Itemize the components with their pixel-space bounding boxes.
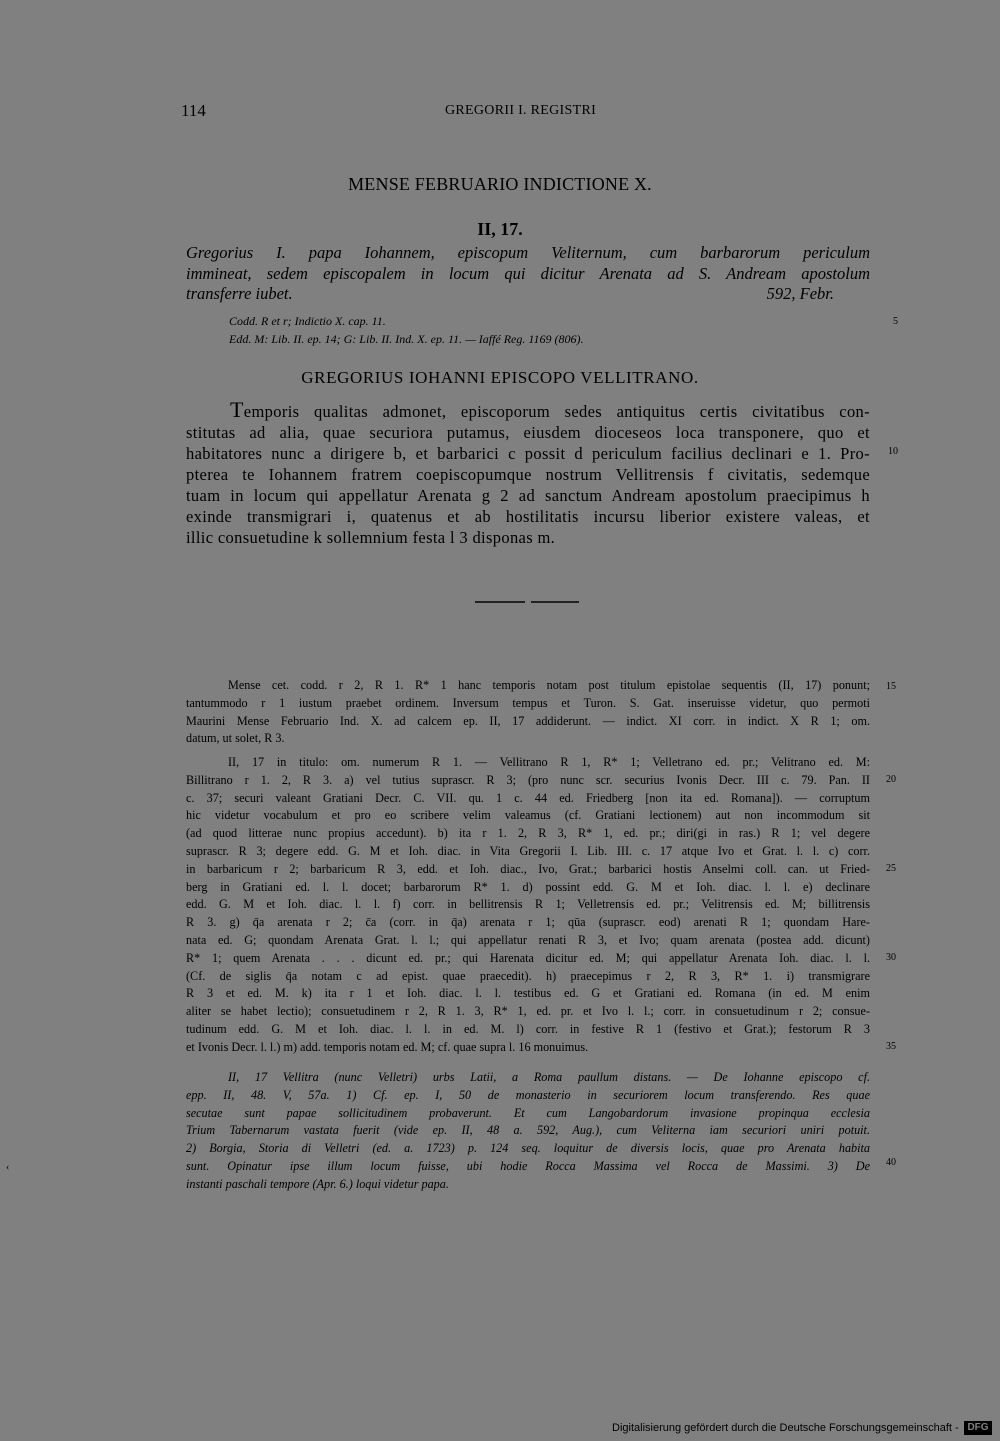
note-line: II, 17 in titulo: om. numerum R 1. — Vellitrano R 1, R* 1; Velletrano ed. pr.; Velitrano ed. M: — [228, 755, 870, 769]
note-line: Billitrano r 1. 2, R 3. a) vel tutius suprascr. R 3; (pro nunc scr. securius Ivonis Decr. III c. 79. Pan. II — [186, 772, 870, 787]
note-line: berg in Gratiani ed. l. l. docet; barbarorum R* 1. d) possint edd. G. M et Ioh. diac. l. l. e) declinare — [186, 879, 870, 894]
summary-last-line — [186, 284, 870, 305]
note-line: instanti paschali tempore (Apr. 6.) loqui videtur papa. — [186, 1176, 449, 1191]
dating-notes — [186, 677, 870, 748]
letter-line: pterea te Iohannem fratrem coepiscopumque nostrum Vellitrensis f civitatis, sedemque — [186, 465, 870, 484]
historical-notes — [186, 1069, 870, 1194]
codices-line: Codd. R et r; Indictio X. cap. 11. — [229, 314, 386, 328]
note-line: Trium Tabernarum vastata fuerit (vide ep. II, 48 a. 592, Aug.), cum Veliterna iam securiori uniri potuit. — [186, 1123, 870, 1138]
page-number: 114 — [181, 101, 206, 120]
note-line: nata ed. G; quondam Arenata Grat. l. l.; qui appellatur renati R 3, et Ivo; quam arenata (postea add. dicunt) — [186, 932, 870, 947]
line-number: 35 — [886, 1041, 896, 1052]
note-line: aliter se habet lectio); consuetudinem r 2, R 1. 3, R* 1, ed. pr. et Ivo l. l.; corr. in consuetudinum r 2; consue- — [186, 1004, 870, 1019]
note-line: R 3. g) q̄a arenata r 2; c̄a (corr. in q̄a) arenata r 1; qūa (suprascr. eod) arenati R 1; quondam Hare- — [186, 915, 870, 930]
letter-line: exinde transmigrari i, quatenus et ab hostilitatis incursu liberior existere valeas, et — [186, 507, 870, 526]
letter-last-line: illic consuetudine k sollemnium festa l 3 disponas m. — [186, 528, 556, 547]
letter-number: II, 17. — [477, 219, 523, 239]
line-number: 20 — [886, 774, 896, 785]
month-heading: MENSE FEBRUARIO INDICTIONE X. — [348, 174, 652, 194]
note-line: tudinum edd. G. M et Ioh. diac. l. l. in ed. M. l) corr. in festive R 1 (festivo et Grat.); festorum R 3 — [186, 1021, 870, 1036]
line-number: 40 — [886, 1157, 896, 1168]
footer-credit: Digitalisierung gefördert durch die Deutsche Forschungsgemeinschaft - — [612, 1422, 959, 1434]
note-line: c. 37; securi valeant Gratiani Decr. C. VII. qu. 1 c. 44 ed. Friedberg [non ita ed. Romana]). — corruptum — [186, 790, 870, 805]
line-number: 10 — [888, 446, 898, 457]
note-line: suprascr. R 3; degere edd. G. M et Ioh. diac. in Vita Gregorii I. Lib. III. c. 17 atque Ivo et Grat. l. l. c) corr. — [186, 843, 870, 858]
critical-apparatus — [186, 754, 870, 1057]
letter-line: habitatores nunc a dirigere b, et barbarici c possit d periculum facilius declinari e 1. Pro- — [186, 444, 870, 463]
editions-line: Edd. M: Lib. II. ep. 14; G: Lib. II. Ind. X. ep. 11. — Iaffé Reg. 1169 (806). — [229, 332, 584, 346]
drop-cap: T — [230, 399, 244, 422]
line-number: 5 — [893, 316, 898, 327]
summary-text: transferre iubet. — [186, 284, 293, 303]
note-line: Maurini Mense Februario Ind. X. ad calcem ep. II, 17 addiderunt. — indict. XI corr. in indict. X R 1; om. — [186, 713, 870, 728]
note-line: epp. II, 48. V, 57a. 1) Cf. ep. I, 50 de monasterio in securiorem locum transferendo. Res quae — [186, 1087, 870, 1102]
note-line: II, 17 Vellitra (nunc Velletri) urbs Latii, a Roma paullum distans. — De Iohanne episcopo cf. — [228, 1070, 870, 1084]
note-line: sunt. Opinatur ipse illum locum fuisse, ubi hodie Rocca Massima vel Rocca de Massimi. 3) De — [186, 1158, 870, 1173]
note-line: tantummodo r 1 iustum praebet ordinem. Inversum tempus et Turon. S. Gat. inseruisse videtur, quo permoti — [186, 695, 870, 710]
line-number: 15 — [886, 681, 896, 692]
running-head: GREGORII I. REGISTRI — [445, 103, 597, 118]
letter-line-text: emporis qualitas admonet, episcoporum sedes antiquitus certis civitatibus con- — [243, 402, 870, 421]
note-line: 2) Borgia, Storia di Velletri (ed. a. 1723) p. 124 seq. loquitur de diversis locis, quae pro Arenata habita — [186, 1141, 870, 1156]
note-line: datum, ut solet, R 3. — [186, 731, 285, 746]
dfg-logo: DFG — [964, 1421, 992, 1435]
note-line: (Cf. de siglis q̄a notam c ad epist. quae praecedit). h) praecepimus r 2, R 3, R* 1. i) transmigrare — [186, 968, 870, 983]
note-line: R 3 et ed. M. k) ita r 1 et Ioh. diac. l. l. testibus ed. G et Gratiani ed. Romana (in ed. M enim — [186, 986, 870, 1001]
note-line: edd. G. M et Ioh. diac. l. l. f) corr. in bellitrensis R 1; Velletrensis ed. pr.; Velitrensis ed. M; billitrensis — [186, 897, 870, 912]
note-line: hic videtur vocabulum et pro eo scribere velim valeamus (cf. Gratiani lectionem) aut non incommodum sit — [186, 808, 870, 823]
letter-line — [186, 399, 870, 422]
note-line: R* 1; quem Arenata . . . dicunt ed. pr.; qui Harenata dicitur ed. M; qui appellatur Arenata Ioh. diac. l. l. — [186, 950, 870, 965]
salutation: GREGORIUS IOHANNI EPISCOPO VELLITRANO. — [301, 368, 699, 387]
line-number: 30 — [886, 952, 896, 963]
note-line: (ad quod litterae nunc propius accedunt). b) ita r 1. 2, R 3, R* 1, ed. pr.; diri(gi in ras.) R 1; vel degere — [186, 826, 870, 841]
letter-line: stitutas ad alia, quae securiora putamus, eiusdem dioceseos loca transponere, quo et — [186, 423, 870, 442]
note-line: in barbaricum r 2; barbaricum R 3, edd. et Ioh. diac., Ivo, Grat.; barbarici hostis Anselmi coll. can. ut Fried- — [186, 861, 870, 876]
section-ornament — [475, 601, 579, 606]
letter-summary — [186, 243, 870, 305]
line-number: 25 — [886, 863, 896, 874]
edge-mark: ‹ — [6, 1162, 10, 1173]
summary-date: 592, Febr. — [766, 284, 834, 303]
note-line: et Ivonis Decr. l. l.) m) add. temporis notam ed. M; cf. quae supra l. 16 monuimus. — [186, 1039, 589, 1054]
summary-line: immineat, sedem episcopalem in locum qui dicitur Arenata ad S. Andream apostolum — [186, 263, 870, 283]
note-line: secutae sunt papae sollicitudinem probaverunt. Et cum Langobardorum invasione propinqua ecclesia — [186, 1105, 870, 1120]
letter-body — [186, 399, 870, 548]
letter-line: tuam in locum qui appellatur Arenata g 2 ad sanctum Andream apostolum praecipimus h — [186, 486, 870, 505]
summary-line: Gregorius I. papa Iohannem, episcopum Veliternum, cum barbarorum periculum — [186, 243, 870, 262]
note-line: Mense cet. codd. r 2, R 1. R* 1 hanc temporis notam post titulum epistolae sequentis (II, 17) ponunt; — [228, 678, 870, 692]
